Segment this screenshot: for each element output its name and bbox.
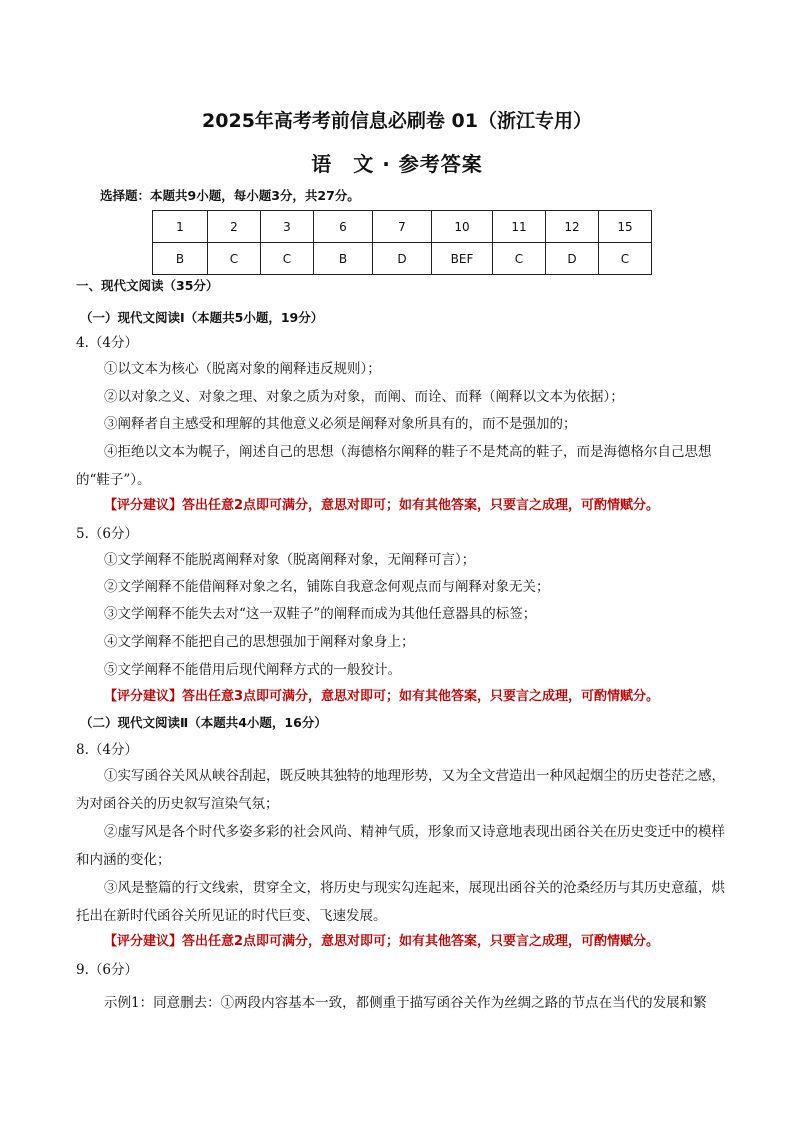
table-cell: 10 (432, 211, 493, 243)
answer-item: ②以对象之义、对象之理、对象之质为对象，而阐、而诠、而释（阐释以文本为依据）； (104, 389, 624, 405)
answer-item: ②虚写风是各个时代多姿多彩的社会风尚、精神气质，形象而又诗意地表现出函谷关在历史变迁中的模样和内涵的变化； (76, 824, 725, 868)
choice-intro: 选择题：本题共9小题，每小题3分，共27分。 (100, 188, 360, 203)
question-label: 5.（6分） (76, 526, 138, 542)
answer-item: ②文学阐释不能借阐释对象之名，铺陈自我意念何观点而与阐释对象无关； (104, 579, 550, 595)
table-cell: B (153, 243, 208, 275)
part-heading: （二）现代文阅读Ⅱ（本题共4小题，16分） (80, 715, 327, 730)
table-cell: 3 (261, 211, 314, 243)
scoring-note: 【评分建议】答出任意2点即可满分，意思对即可；如有其他答案，只要言之成理，可酌情赋分。 (104, 934, 660, 949)
table-cell: 15 (599, 211, 652, 243)
table-cell: D (546, 243, 599, 275)
table-cell: 12 (546, 211, 599, 243)
answer-item: ⑤文学阐释不能借用后现代阐释方式的一般狡计。 (104, 662, 401, 678)
part-heading: （一）现代文阅读Ⅰ（本题共5小题，19分） (80, 310, 324, 325)
answer-table (152, 210, 652, 275)
scoring-note: 【评分建议】答出任意3点即可满分，意思对即可；如有其他答案，只要言之成理，可酌情赋分。 (104, 689, 660, 704)
answer-item: ③风是整篇的行文线索，贯穿全文，将历史与现实勾连起来，展现出函谷关的沧桑经历与其历史意蕴，烘托出在新时代函谷关所见证的时代巨变、飞速发展。 (76, 880, 725, 924)
table-cell: C (261, 243, 314, 275)
table-cell: C (599, 243, 652, 275)
answer-item: ①实写函谷关风从峡谷刮起，既反映其独特的地理形势，又为全文营造出一种风起烟尘的历史苍茫之感，为对函谷关的历史叙写渲染气氛； (76, 768, 725, 812)
table-cell: B (314, 243, 373, 275)
answer-item: ④拒绝以文本为幌子，阐述自己的思想（海德格尔阐释的鞋子不是梵高的鞋子，而是海德格尔自己思想的“鞋子”）。 (76, 444, 712, 488)
table-row-numbers (153, 211, 652, 243)
question-label: 8.（4分） (76, 742, 138, 758)
table-cell: D (373, 243, 432, 275)
answer-example: 示例1：同意删去：①两段内容基本一致，都侧重于描写函谷关作为丝绸之路的节点在当代的发展和繁 (104, 995, 707, 1011)
page-title: 2025年高考考前信息必刷卷 01（浙江专用） (202, 110, 592, 132)
table-row-answers (153, 243, 652, 275)
question-label: 9.（6分） (76, 962, 138, 978)
table-cell: 11 (493, 211, 546, 243)
scoring-note: 【评分建议】答出任意2点即可满分，意思对即可；如有其他答案，只要言之成理，可酌情赋分。 (104, 498, 660, 513)
table-cell: 1 (153, 211, 208, 243)
table-cell: 7 (373, 211, 432, 243)
table-cell: C (493, 243, 546, 275)
table-cell: BEF (432, 243, 493, 275)
table-cell: 2 (208, 211, 261, 243)
answer-item: ④文学阐释不能把自己的思想强加于阐释对象身上； (104, 634, 415, 650)
answer-item: ③阐释者自主感受和理解的其他意义必须是阐释对象所具有的，而不是强加的； (104, 416, 577, 432)
question-label: 4.（4分） (76, 335, 138, 351)
answer-item: ③文学阐释不能失去对“这一双鞋子”的阐释而成为其他任意器具的标签； (104, 606, 537, 622)
answer-item: ①文学阐释不能脱离阐释对象（脱离阐释对象，无阐释可言）； (104, 552, 476, 568)
page-subtitle: 语 文 · 参考答案 (311, 152, 483, 176)
table-cell: C (208, 243, 261, 275)
section-heading: 一、现代文阅读（35分） (76, 278, 219, 293)
table-cell: 6 (314, 211, 373, 243)
answer-item: ①以文本为核心（脱离对象的阐释违反规则）； (104, 361, 381, 377)
